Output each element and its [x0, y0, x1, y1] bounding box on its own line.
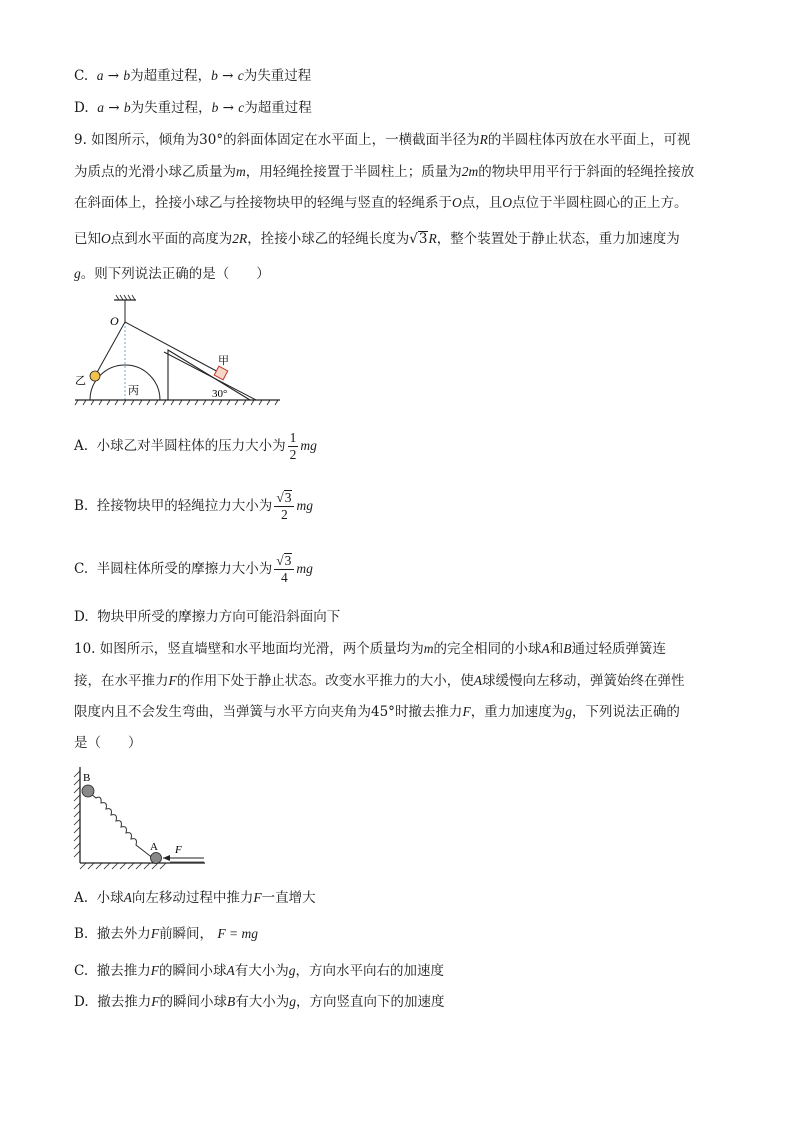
q10-stem-line-3: 限度内且不会发生弯曲，当弹簧与水平方向夹角为45°时撤去推力F，重力加速度为g，下列说法正确的: [74, 704, 680, 720]
label-yi: 乙: [75, 375, 86, 387]
q10-stem-line-2: 接，在水平推力F的作用下处于静止状态。改变水平推力的大小，使A球缓慢向左移动，弹簧始终在弹性: [74, 673, 685, 689]
block-jia: [214, 366, 228, 380]
ball-a: [151, 853, 162, 864]
q9-option-b: B. 拴接物块甲的轻绳拉力大小为 $\frac{√3}{2}$ mg: [74, 490, 313, 522]
label-f: F: [175, 844, 182, 856]
q9-stem-line-1: 9. 如图所示，倾角为30°的斜面体固定在水平面上，一横截面半径为R的半圆柱体丙放在水平面上，可视: [74, 132, 691, 148]
q10-option-c: C. 撤去推力F的瞬间小球A有大小为g，方向水平向右的加速度: [74, 963, 444, 979]
q8-option-c: C. a → b为超重过程，b → c为失重过程: [74, 68, 312, 84]
label-angle: 30°: [212, 388, 228, 400]
ball-b: [82, 785, 94, 797]
label-b: B: [83, 772, 91, 784]
label-o: O: [110, 314, 119, 328]
q10-stem-line-1: 10. 如图所示，竖直墙壁和水平地面均光滑，两个质量均为m的完全相同的小球A和B通过轻质弹簧连: [74, 641, 667, 657]
q9-stem-line-3: 在斜面体上，拴接小球乙与拴接物块甲的轻绳与竖直的轻绳系于O点，且O点位于半圆柱圆心的正上方。: [74, 195, 688, 211]
q10-option-a: A. 小球A向左移动过程中推力F一直增大: [74, 890, 316, 906]
q9-stem-line-4: 已知O点到水平面的高度为2R，拴接小球乙的轻绳长度为√3R，整个装置处于静止状态，重力加速度为: [74, 231, 680, 247]
label-jia: 甲: [218, 355, 229, 367]
q9-figure: [70, 292, 285, 410]
label-bing: 丙: [128, 385, 139, 397]
q8-option-d: D. a → b为失重过程，b → c为超重过程: [74, 100, 312, 116]
q10-option-b: B. 撤去外力F前瞬间， F = mg: [74, 926, 258, 942]
q9-option-d: D. 物块甲所受的摩擦力方向可能沿斜面向下: [74, 609, 341, 625]
q10-stem-line-4: 是（ ）: [74, 735, 142, 751]
q10-figure: [70, 765, 210, 870]
q9-option-c: C. 半圆柱体所受的摩擦力大小为 $\frac{√3}{4}$ mg: [74, 553, 313, 585]
q9-stem-line-2: 为质点的光滑小球乙质量为m，用轻绳拴接置于半圆柱上；质量为2m的物块甲用平行于斜面的轻绳拴接放: [74, 164, 695, 180]
q10-option-d: D. 撤去推力F的瞬间小球B有大小为g，方向竖直向下的加速度: [74, 994, 445, 1010]
ball-yi: [90, 371, 100, 381]
label-a: A: [150, 841, 158, 853]
q9-stem-line-5: g。则下列说法正确的是（ ）: [74, 266, 270, 282]
q9-option-a: A. 小球乙对半圆柱体的压力大小为 $\frac{1}{2}$ mg: [74, 430, 317, 462]
